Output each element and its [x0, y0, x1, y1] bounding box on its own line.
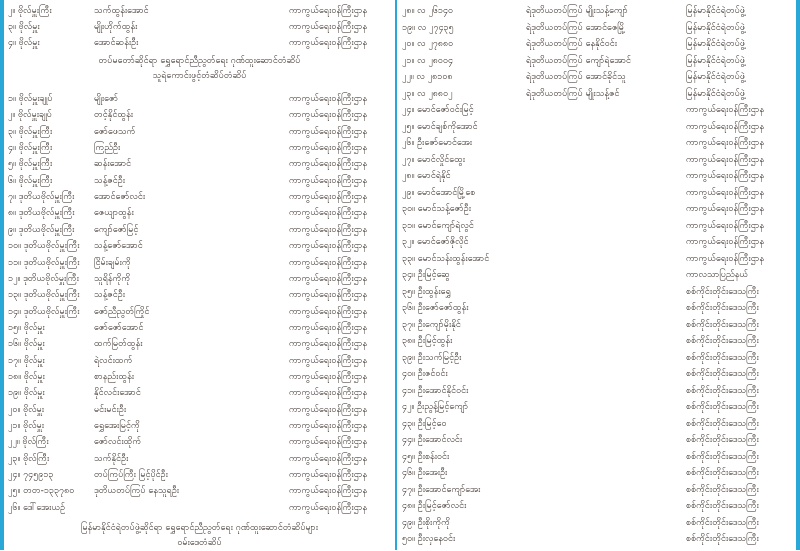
row-name: အောင်ဇော်လင်း	[94, 192, 146, 203]
list-row	[400, 69, 794, 85]
row-name: ဇော်ဖေသက်	[94, 126, 136, 137]
row-number: ၃။ ဗိုလ်မှူးကြီး	[8, 126, 53, 137]
row-name: သက်နိုင်ဦး	[94, 453, 129, 464]
row-department: စစ်ကိုင်းတိုင်းဒေသကြီး	[686, 517, 759, 528]
row-name: ရဲဒုတိယတပ်ကြပ် အောင်ဇေမြို့	[526, 22, 626, 33]
row-number: ၃၁။ မောင်ကျော်ရဲလွင်	[402, 220, 474, 231]
row-number: ၄၇။ ဦးအောင်ကျော်အေး	[402, 484, 481, 495]
row-number: ၂၂။ လ ၂၈၁၀၈	[402, 72, 453, 82]
row-number: ၄။ ဗိုလ်မှူးကြီး	[8, 143, 53, 154]
row-department: မြန်မာနိုင်ငံရဲတပ်ဖွဲ့	[686, 6, 745, 16]
list-row	[6, 189, 393, 205]
row-department: စစ်ကိုင်းတိုင်းဒေသကြီး	[686, 352, 759, 363]
list-row	[400, 3, 794, 19]
row-number: ၂၉။ မောင်အောင်မြို့စေ	[402, 187, 476, 198]
row-name: သန့်ဇင်ဦး	[94, 290, 125, 301]
row-department: ကာကွယ်ရေးဝန်ကြီးဌာန	[289, 306, 368, 317]
row-department: စစ်ကိုင်းတိုင်းဒေသကြီး	[686, 484, 759, 495]
list-row	[400, 36, 794, 52]
row-name: သန့်ဇော်အောင်	[94, 241, 143, 252]
row-number: ၂၃။ ဗိုလ်ကြီး	[8, 453, 50, 464]
list-row	[6, 500, 393, 516]
row-number: ၂၁။ လ ၂၈၀၀၄	[402, 55, 454, 66]
row-department: ကာကွယ်ရေးဝန်ကြီးဌာန	[289, 241, 368, 252]
row-department: ကာကွယ်ရေးဝန်ကြီးဌာန	[289, 388, 368, 399]
row-number: ၂၈။ လ ၂၆၁၄၀	[402, 6, 454, 16]
row-number: ၁၆။ ဗိုလ်မှူး	[8, 339, 45, 350]
list-row	[6, 124, 393, 140]
list-row	[6, 385, 393, 401]
row-number: ၁၄။ ဒုတိယဗိုလ်မှူးကြီး	[8, 306, 80, 317]
row-department: ကာကွယ်ရေးဝန်ကြီးဌာန	[289, 421, 368, 431]
row-department: ကာကွယ်ရေးဝန်ကြီးဌာန	[686, 187, 765, 198]
list-row	[400, 201, 794, 217]
row-number: ၄၅။ ဦးစန်းဝင်း	[402, 451, 450, 462]
row-number: ၄၉။ ဦးစိုးကိုကို	[402, 517, 450, 528]
list-row	[6, 467, 393, 483]
row-number: ၂။ ဗိုလ်မှူးချုပ်	[8, 110, 52, 121]
row-department: ကာကွယ်ရေးဝန်ကြီးဌာန	[289, 404, 368, 415]
row-number: ၆။ ဗိုလ်မှူးကြီး	[8, 175, 53, 186]
row-department: စစ်ကိုင်းတိုင်းဒေသကြီး	[686, 385, 759, 396]
list-row	[400, 86, 794, 102]
list-row	[6, 451, 393, 467]
row-name: ဆန်းအောင်	[94, 159, 132, 170]
row-number: ၃၄။ ဦးမြင့်ဆွေ	[402, 270, 450, 280]
list-row	[400, 102, 794, 118]
list-row	[6, 483, 393, 499]
row-department: ကာကွယ်ရေးဝန်ကြီးဌာန	[289, 502, 368, 513]
row-name: ရဲဒုတိယတပ်ကြပ် မျိုးသန့်ကျော်	[526, 6, 628, 16]
list-row	[6, 173, 393, 189]
list-row	[400, 251, 794, 267]
row-department: ကာကွယ်ရေးဝန်ကြီးဌာန	[686, 105, 765, 115]
row-name: ဇော်လင်းထိုက်	[94, 437, 142, 448]
row-department: ကာကွယ်ရေးဝန်ကြီးဌာန	[686, 220, 765, 231]
row-name: ရွှေအေးမြင့်ကို	[94, 421, 140, 431]
list-row	[400, 119, 794, 135]
list-row	[6, 320, 393, 336]
list-row	[400, 366, 794, 382]
section-one-subtitle: သူရဲကောင်းဖွင့်တံဆိပ်တံဆိပ်	[152, 71, 247, 81]
column-divider	[395, 0, 397, 550]
row-department: ကာကွယ်ရေးဝန်ကြီးဌာန	[289, 94, 368, 104]
row-department: မြန်မာနိုင်ငံရဲတပ်ဖွဲ့	[686, 22, 745, 33]
row-number: ၂၀။ လ ၂၇၈၈၀	[402, 39, 454, 49]
row-number: ၁၁။ ဒုတိယဗိုလ်မှူးကြီး	[8, 257, 80, 268]
row-department: ကာကွယ်ရေးဝန်ကြီးဌာန	[289, 175, 368, 186]
row-number: ၁၉။ ဗိုလ်မှူး	[8, 388, 45, 399]
list-row	[6, 402, 393, 418]
row-department: စစ်ကိုင်းတိုင်းဒေသကြီး	[686, 369, 759, 379]
list-row	[400, 267, 794, 283]
page-left-edge	[0, 0, 4, 550]
section-two-title: မြန်မာနိုင်ငံရဲတပ်ဖွဲ့ဆိုင်ရာ ရွှေရောင်ညီညွတ်ရေး ဂုဏ်ထူးဆောင်တံဆိပ်များ	[80, 523, 319, 533]
row-department: ကာကွယ်ရေးဝန်ကြီးဌာန	[686, 253, 765, 264]
list-row	[6, 369, 393, 385]
list-row	[400, 350, 794, 366]
list-row	[400, 234, 794, 250]
row-department: ကာကွယ်ရေးဝန်ကြီးဌာန	[289, 224, 368, 235]
right-column	[400, 0, 794, 550]
list-row	[6, 336, 393, 352]
list-row	[6, 156, 393, 172]
row-department: ကာကွယ်ရေးဝန်ကြီးဌာန	[686, 154, 765, 165]
row-number: ၂၅။ မောင်ချစ်ကိုအောင်	[402, 121, 478, 132]
row-department: ကာကွယ်ရေးဝန်ကြီးဌာန	[686, 204, 765, 214]
row-department: ကာကွယ်ရေးဝန်ကြီးဌာန	[289, 208, 368, 219]
row-department: ကာကွယ်ရေးဝန်ကြီးဌာန	[289, 322, 368, 333]
row-name: ကြည်ဦး	[94, 143, 121, 154]
row-number: ၁၀။ ဒုတိယဗိုလ်မှူးကြီး	[8, 241, 80, 252]
list-row	[400, 465, 794, 481]
row-department: ကာကွယ်ရေးဝန်ကြီးဌာန	[289, 143, 368, 154]
row-number: ၁၅။ ဗိုလ်မှူး	[8, 322, 45, 333]
row-department: မြန်မာနိုင်ငံရဲတပ်ဖွဲ့	[686, 88, 745, 99]
row-department: ကာကွယ်ရေးဝန်ကြီးဌာန	[289, 355, 368, 366]
list-row	[400, 399, 794, 415]
row-department: ကာကွယ်ရေးဝန်ကြီးဌာန	[289, 257, 368, 268]
row-name: ရဲဒုတိယတပ်ကြပ် ကျော်ရဲအောင်	[526, 55, 632, 66]
row-number: ၄။ ဗိုလ်မှူး	[8, 38, 40, 48]
list-row	[6, 353, 393, 369]
row-name: ရဲဒုတိယတပ်ကြပ် အောင်ခိုင်သူ	[526, 72, 626, 82]
row-department: စစ်ကိုင်းတိုင်းဒေသကြီး	[686, 303, 759, 313]
list-row	[400, 152, 794, 168]
row-number: ၃၉။ ဦးသက်မြင့်ဦး	[402, 352, 462, 363]
list-row	[6, 3, 393, 19]
row-department: စစ်ကိုင်းတိုင်းဒေသကြီး	[686, 402, 759, 412]
row-name: ဒုတိယတပ်ကြပ် နေသူရဦး	[94, 486, 180, 497]
row-number: ၅၀။ ဦးလှနေဝင်း	[402, 534, 456, 544]
row-department: ကာကွယ်ရေးဝန်ကြီးဌာန	[289, 453, 368, 464]
list-row	[6, 304, 393, 320]
list-row	[6, 140, 393, 156]
row-number: ၄၄။ ဦးအောင်လင်း	[402, 435, 463, 445]
left-column	[6, 0, 393, 550]
row-department: စစ်ကိုင်းတိုင်းဒေသကြီး	[686, 501, 759, 511]
row-number: ၄၁။ ဦးအောင်နိုင်ဝင်း	[402, 385, 469, 396]
row-department: ကာကွယ်ရေးဝန်ကြီးဌာန	[686, 237, 765, 247]
row-number: ၈။ ဒုတိယဗိုလ်မှူးကြီး	[8, 208, 75, 219]
row-department: ကာကွယ်ရေးဝန်ကြီးဌာန	[289, 38, 368, 48]
row-number: ၂၅။ တတ-၁၃၃၇၈၀	[8, 486, 75, 497]
row-name: သူရိန်ကိုကို	[94, 273, 131, 284]
row-number: ၂၄။ ၇၄၅၉၁၃	[8, 470, 54, 481]
row-number: ၂၇။ မောင်လှိုင်ထွေး	[402, 154, 466, 165]
row-department: ကာကွယ်ရေးဝန်ကြီးဌာန	[289, 371, 368, 382]
row-department: ကာကွယ်ရေးဝန်ကြီးဌာန	[289, 192, 368, 203]
row-department: ကာကွယ်ရေးဝန်ကြီးဌာန	[289, 159, 368, 170]
row-name: နိုင်လင်းအောင်	[94, 388, 141, 399]
row-department: စစ်ကိုင်းတိုင်းဒေသကြီး	[686, 319, 759, 330]
row-number: ၃၂။ မောင်ဇော်ဇိုလိုင်	[402, 237, 469, 247]
list-row	[400, 168, 794, 184]
row-department: စစ်ကိုင်းတိုင်းဒေသကြီး	[686, 451, 759, 462]
row-number: ၁။ ဗိုလ်မှူးချုပ်	[8, 94, 53, 104]
row-name: ကျော်ဇော်မြင့်	[94, 224, 139, 235]
row-number: ၁၈။ ဗိုလ်မှူး	[8, 371, 45, 382]
row-number: ၉။ ဒုတိယဗိုလ်မှူးကြီး	[8, 224, 75, 235]
row-department: ကာကွယ်ရေးဝန်ကြီးဌာန	[289, 437, 368, 448]
row-name: သက်ထွန်းအောင်	[94, 6, 149, 16]
row-number: ၃၀။ မောင်သန့်ဇော်ဦး	[402, 204, 472, 214]
row-department: စစ်ကိုင်းတိုင်းဒေသကြီး	[686, 286, 759, 297]
row-number: ၄၆။ ဦးအေးဦး	[402, 468, 448, 478]
row-name: သန့်ဇင်ဦး	[94, 175, 125, 186]
list-row	[400, 53, 794, 69]
row-number: ၃၃။ မောင်သန်းထွန်းအောင်	[402, 253, 490, 264]
row-department: စစ်ကိုင်းတိုင်းဒေသကြီး	[686, 534, 759, 544]
row-name: မျိုးဇော်	[94, 94, 119, 104]
row-number: ၄၃။ ဦးမြင့်ဝေ	[402, 418, 447, 429]
row-department: ကာကွယ်ရေးဝန်ကြီးဌာန	[289, 470, 368, 481]
row-number: ၁၇။ ဗိုလ်မှူး	[8, 355, 45, 366]
row-department: ကာကွယ်ရေးဝန်ကြီးဌာန	[289, 290, 368, 301]
row-name: တပ်ကြပ်ကြီး မြင့်ပိုင်ဦး	[94, 470, 168, 481]
page-right-edge	[796, 0, 800, 550]
list-row	[400, 416, 794, 432]
list-row	[400, 449, 794, 465]
row-department: ကာကွယ်ရေးဝန်ကြီးဌာန	[289, 273, 368, 284]
row-name: ရဲဒုတိယတပ်ကြပ် မျိုးသန့်ဇင်	[526, 88, 620, 99]
row-name: တင့်နိုင်ထွန်း	[94, 110, 134, 121]
list-row	[6, 19, 393, 35]
row-number: ၁၉။ လ ၂၇၄၃၅	[402, 22, 454, 33]
row-number: ၂၈။ မောင်ရဲနိုင်	[402, 171, 451, 181]
row-number: ၁၂။ ဒုတိယဗိုလ်မှူးကြီး	[8, 273, 79, 284]
row-department: ကာကွယ်ရေးဝန်ကြီးဌာန	[289, 339, 368, 350]
row-department: ကာကွယ်ရေးဝန်ကြီးဌာန	[289, 22, 368, 32]
list-row	[6, 238, 393, 254]
row-number: ၂၀။ ဗိုလ်မှူး	[8, 404, 45, 415]
list-row	[400, 300, 794, 316]
row-number: ၇။ ဒုတိယဗိုလ်မှူးကြီး	[8, 192, 75, 203]
row-number: ၄၂။ ဦးညွန့်မြင့်ကျော်	[402, 402, 469, 412]
list-row	[400, 317, 794, 333]
list-row	[400, 432, 794, 448]
row-department: စစ်ကိုင်းတိုင်းဒေသကြီး	[686, 468, 759, 478]
row-name: ရဲလင်းထက်	[94, 355, 133, 366]
list-row	[6, 255, 393, 271]
list-row	[400, 284, 794, 300]
list-row	[400, 531, 794, 547]
list-row	[400, 20, 794, 36]
row-number: ၁၃။ ဒုတိယဗိုလ်မှူးကြီး	[8, 290, 80, 301]
row-number: ၂၃။ လ ၂၈၈၀၂	[402, 88, 453, 99]
row-department: မြန်မာနိုင်ငံရဲတပ်ဖွဲ့	[686, 72, 745, 82]
row-number: ၃၇။ ဦးကျော်မိုးနိုင်	[402, 319, 461, 330]
list-row	[400, 333, 794, 349]
row-department: မြန်မာနိုင်ငံရဲတပ်ဖွဲ့	[686, 39, 745, 49]
list-row	[6, 222, 393, 238]
row-number: ၃၆။ ဦးဇော်ဇော်ထွန်း	[402, 303, 469, 313]
row-name: ဇေယျာထွန်း	[94, 208, 134, 219]
row-number: ၂။ ဗိုလ်မှူးကြီး	[8, 6, 52, 16]
list-row	[6, 35, 393, 51]
list-row	[400, 515, 794, 531]
list-row	[400, 498, 794, 514]
row-number: ၂၄။ မောင်ဇော်ဝင်းမြင့်	[402, 105, 474, 115]
row-name: မင်းမင်းဦး	[94, 404, 127, 415]
row-department: ကာကွယ်ရေးဝန်ကြီးဌာန	[686, 171, 765, 181]
list-row	[400, 482, 794, 498]
row-department: ကာလသာပြည်နယ်	[686, 270, 749, 280]
row-number: ၂၂။ ဗိုလ်ကြီး	[8, 437, 49, 448]
row-number: ၃။ ဗိုလ်မှူး	[8, 22, 40, 32]
list-row	[6, 418, 393, 434]
row-number: ၅။ ဗိုလ်မှူးကြီး	[8, 159, 53, 170]
row-department: ကာကွယ်ရေးဝန်ကြီးဌာန	[289, 486, 368, 497]
list-row	[400, 218, 794, 234]
row-department: ကာကွယ်ရေးဝန်ကြီးဌာန	[289, 126, 368, 137]
row-number: ၄၀။ ဦးဇင်ဝင်း	[402, 369, 448, 379]
row-department: ကာကွယ်ရေးဝန်ကြီးဌာန	[686, 121, 765, 132]
row-department: ကာကွယ်ရေးဝန်ကြီးဌာန	[686, 138, 765, 148]
row-number: ၂၆။ ဦးဇော်မောင်အေး	[402, 138, 473, 148]
row-name: မျိုးဟိုက်ထွန်း	[94, 22, 138, 32]
row-department: စစ်ကိုင်းတိုင်းဒေသကြီး	[686, 336, 759, 346]
row-name: ငြိမ်းချမ်းကို	[94, 257, 131, 268]
row-department: ကာကွယ်ရေးဝန်ကြီးဌာန	[289, 110, 368, 121]
row-name: အောင်ဆန်းဦး	[94, 38, 139, 48]
section-one-title: တပ်မတော်ဆိုင်ရာ ရွှေရောင်ညီညွတ်ရေး ဂုဏ်ထူးဆောင်တံဆိပ်	[98, 56, 301, 66]
row-department: စစ်ကိုင်းတိုင်းဒေသကြီး	[686, 418, 759, 429]
row-number: ၂၆။ ဒေါ်အေးယဉ်	[8, 502, 66, 513]
list-row	[6, 91, 393, 107]
list-row	[6, 205, 393, 221]
list-row	[400, 135, 794, 151]
list-row	[400, 185, 794, 201]
row-name: ထက်မြတ်ထွန်း	[94, 339, 143, 350]
row-department: စစ်ကိုင်းတိုင်းဒေသကြီး	[686, 435, 759, 445]
row-name: ဇော်ညီညွတ်ကြိုင်	[94, 306, 150, 317]
list-row	[400, 383, 794, 399]
row-name: ရဲဒုတိယတပ်ကြပ် နေနိုင်ဝင်း	[526, 39, 618, 49]
list-row	[6, 287, 393, 303]
row-name: စာနည်းထွန်း	[94, 371, 135, 382]
row-number: ၄၈။ ဦးမြင့်ဇော်လင်း	[402, 501, 467, 511]
row-department: မြန်မာနိုင်ငံရဲတပ်ဖွဲ့	[686, 55, 745, 66]
section-two-subtitle: ဝမ်းဒေတံဆိပ်	[177, 538, 222, 548]
row-number: ၃၈။ ဦးမြင့်ထွန်း	[402, 336, 453, 346]
list-row	[6, 271, 393, 287]
row-name: ဇော်ဇော်အောင်	[94, 322, 144, 333]
row-number: ၂၁။ ဗိုလ်မှူး	[8, 421, 45, 431]
row-number: ၃၅။ ဦးထွန်းရွှေ	[402, 286, 451, 297]
list-row	[6, 434, 393, 450]
list-row	[6, 107, 393, 123]
row-department: ကာကွယ်ရေးဝန်ကြီးဌာန	[289, 6, 368, 16]
